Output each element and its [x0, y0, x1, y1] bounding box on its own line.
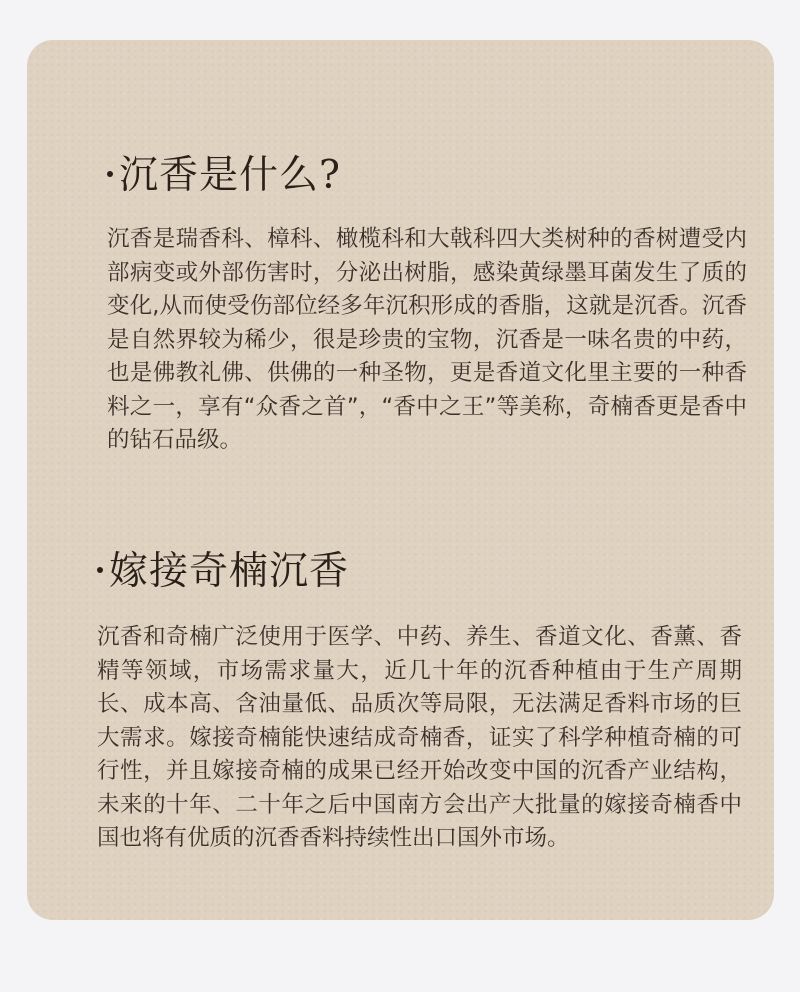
section-body-grafted-qinan: 沉香和奇楠广泛使用于医学、中药、养生、香道文化、香薰、香精等领域，市场需求量大，近几十年的沉香种植由于生产周期长、成本高、含油量低、品质次等局限，无法满足香料市场的巨大需求。嫁接奇楠能快速结成奇楠香，证实了科学种植奇楠的可行性，并且嫁接奇楠的成果已经开始改变中国的沉香产业结构，未来的十年、二十年之后中国南方会出产大批量的嫁接奇楠香中国也将有优质的沉香香料持续性出口国外市场。: [97, 624, 742, 851]
section-title-text: 嫁接奇楠沉香: [109, 549, 350, 594]
bullet-dot-icon: [97, 567, 103, 573]
section-body-what-is-agarwood: 沉香是瑞香科、樟科、橄榄科和大戟科四大类树种的香树遭受内部病变或外部伤害时，分泌出树脂，感染黄绿墨耳菌发生了质的变化,从而使受伤部位经多年沉积形成的香脂，这就是沉香。沉香是自然界较为稀少，很是珍贵的宝物，沉香是一味名贵的中药，也是佛教礼佛、供佛的一种圣物，更是香道文化里主要的一种香料之一，享有“众香之首”，“香中之王”等美称，奇楠香更是香中的钻石品级。: [107, 226, 747, 453]
section-title-grafted-qinan: [97, 549, 350, 594]
content-card: [27, 40, 774, 920]
section-title-what-is-agarwood: [107, 153, 341, 198]
bullet-dot-icon: [107, 171, 113, 177]
section-title-text: 沉香是什么?: [119, 153, 341, 198]
